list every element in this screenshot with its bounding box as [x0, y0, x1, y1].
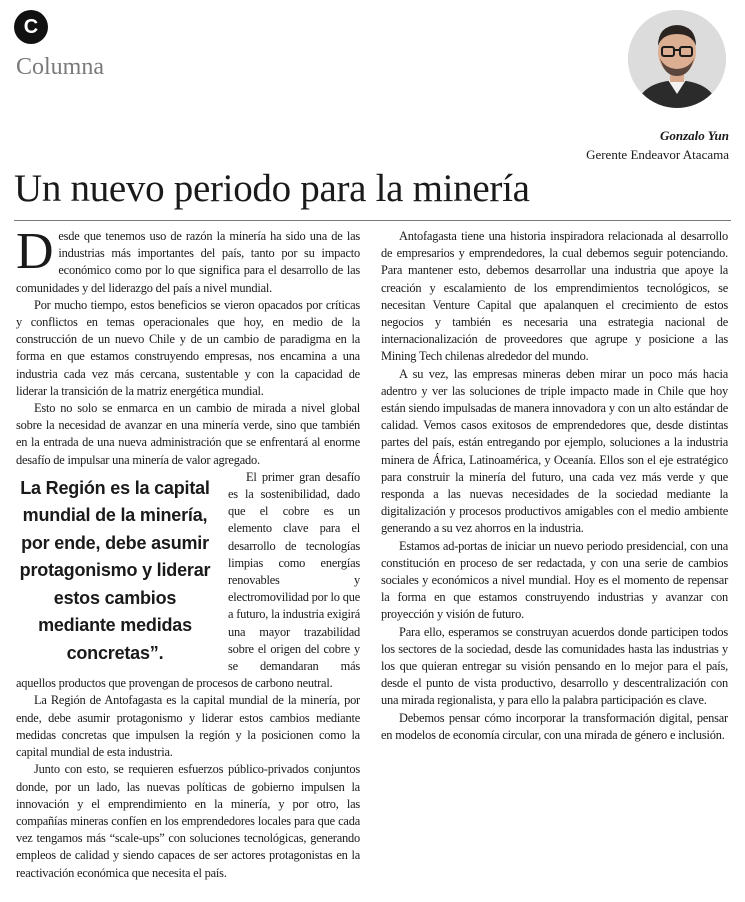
paragraph-11: Debemos pensar cómo incorporar la transformación digital, pensar en modelos de economía circular, con una mirada de género e inclusión.: [381, 710, 728, 742]
paragraph-3: Esto no solo se enmarca en un cambio de mirada a nivel global sobre la necesidad de avanzar en una minería verde, sino que también en la entrada de una nueva administración que se enfrentará al enorme desafío de impulsar una minería de valor agregado.: [16, 401, 360, 467]
drop-cap: D: [16, 223, 54, 280]
author-name: Gonzalo Yun: [659, 128, 729, 143]
pull-quote: La Región es la capital mundial de la minería, por ende, debe asumir protagonismo y liderar estos cambios mediante medidas concretas”.: [19, 477, 211, 663]
column-badge: C: [14, 10, 48, 44]
paragraph-1: [16, 223, 360, 297]
author-portrait-image: [628, 10, 726, 108]
article-column-left: [16, 223, 360, 882]
paragraph-9: Estamos ad-portas de iniciar un nuevo periodo presidencial, con una constitución en proceso de ser redactada, y con una serie de cambios sociales y económicos a nivel mundial. Hoy es el momento de repensar la forma en que estamos construyendo industrias y avanzar con proyección y visión de futuro.: [381, 538, 728, 622]
paragraph-6: Junto con esto, se requieren esfuerzos público-privados conjuntos donde, por un lado, las nuevas políticas de gobierno impulsen la innovación y el emprendimiento en la minería, y por otro, las compañías mineras confíen en los emprendedores locales para que cada vez tengamos más “scale-ups” con soluciones tecnológicas, generando empleos de calidad y siendo capaces de ser actores protagonistas en la reactivación económica que necesita el país.: [16, 762, 360, 880]
headline-divider: [14, 220, 731, 221]
article-column-right: [381, 228, 728, 744]
paragraph-4: El primer gran desafío es la sostenibilidad, dado que el cobre es un elemento clave para el desarrollo de tecnologías limpias como energías renovables y electromovilidad por lo que a futuro, la industria exigirá una mayor trazabilidad sobre el origen del cobre y se demandaran más aquellos productos que provengan de procesos de carbono neutral.: [16, 469, 360, 691]
paragraph-5: La Región de Antofagasta es la capital mundial de la minería, por ende, debe asumir protagonismo y liderar estos cambios mediante medidas concretas que impulsen la región y la posicionen como la capital mundial de esta industria.: [16, 693, 360, 760]
author-byline: [586, 126, 729, 164]
author-photo: [628, 10, 726, 108]
paragraph-2: Por mucho tiempo, estos beneficios se vieron opacados por críticas y conflictos en temas operacionales que hoy, en medio de la construcción de un nuevo Chile y de un cambio de paradigma en la forma en que estamos construyendo empresas, nos encamina a una industria cada vez más cercana, sustentable y con la capacidad de liderar la transición de la matriz energética mundial.: [16, 297, 360, 398]
headline: Un nuevo periodo para la minería: [14, 167, 530, 210]
paragraph-10: Para ello, esperamos se construyan acuerdos donde participen todos los sectores de la sociedad, desde las comunidades hasta las industrias y los que quieran entregar su visión pensando en lo mejor para el país, desde el punto de vista productivo, desarrollo y descentralización con una mirada regionalista, y para ello la palabra participación es clave.: [381, 624, 728, 708]
paragraph-7: Antofagasta tiene una historia inspiradora relacionada al desarrollo de empresarios y emprendedores, la cual debemos seguir potenciando. Para mantener esto, debemos desarrollar una industria que apoye la creación y escalamiento de los emprendimientos tecnológicos, se necesitan Venture Capital que apalanquen el crecimiento de estos negocios y también es necesaria una estrategia nacional de internacionalización de proveedores que agrupe y posicione a las Mining Tech chilenas alrededor del mundo.: [381, 229, 728, 364]
author-role: Gerente Endeavor Atacama: [586, 147, 729, 162]
pull-quote-block: [16, 469, 360, 693]
paragraph-1-text: esde que tenemos uso de razón la minería ha sido una de las industrias más importantes del país, tanto por su impacto económico como por lo que significa para el desarrollo de las comunidades y del liderazgo del país a nivel mundial.: [16, 229, 360, 295]
section-label: Columna: [16, 54, 104, 80]
paragraph-8: A su vez, las empresas mineras deben mirar un poco más hacia adentro y ver las soluciones de triple impacto made in Chile que hoy están siendo impulsadas de manera innovadora y con un alto estándar de calidad. Vemos casos exitosos de emprendedores que, desde distintas partes del país, están entregando por ejemplo, soluciones a la industria minera de África, Latinoamérica, y Oceanía. Ellos son el eje estratégico para construir la minería del futuro, una cada vez más verde y que responda a las nuevas necesidades de la sociedad mediante la digitalización y procesos productivos amigables con el medio ambiente generando a su vez ahorros en la industria.: [381, 366, 728, 536]
